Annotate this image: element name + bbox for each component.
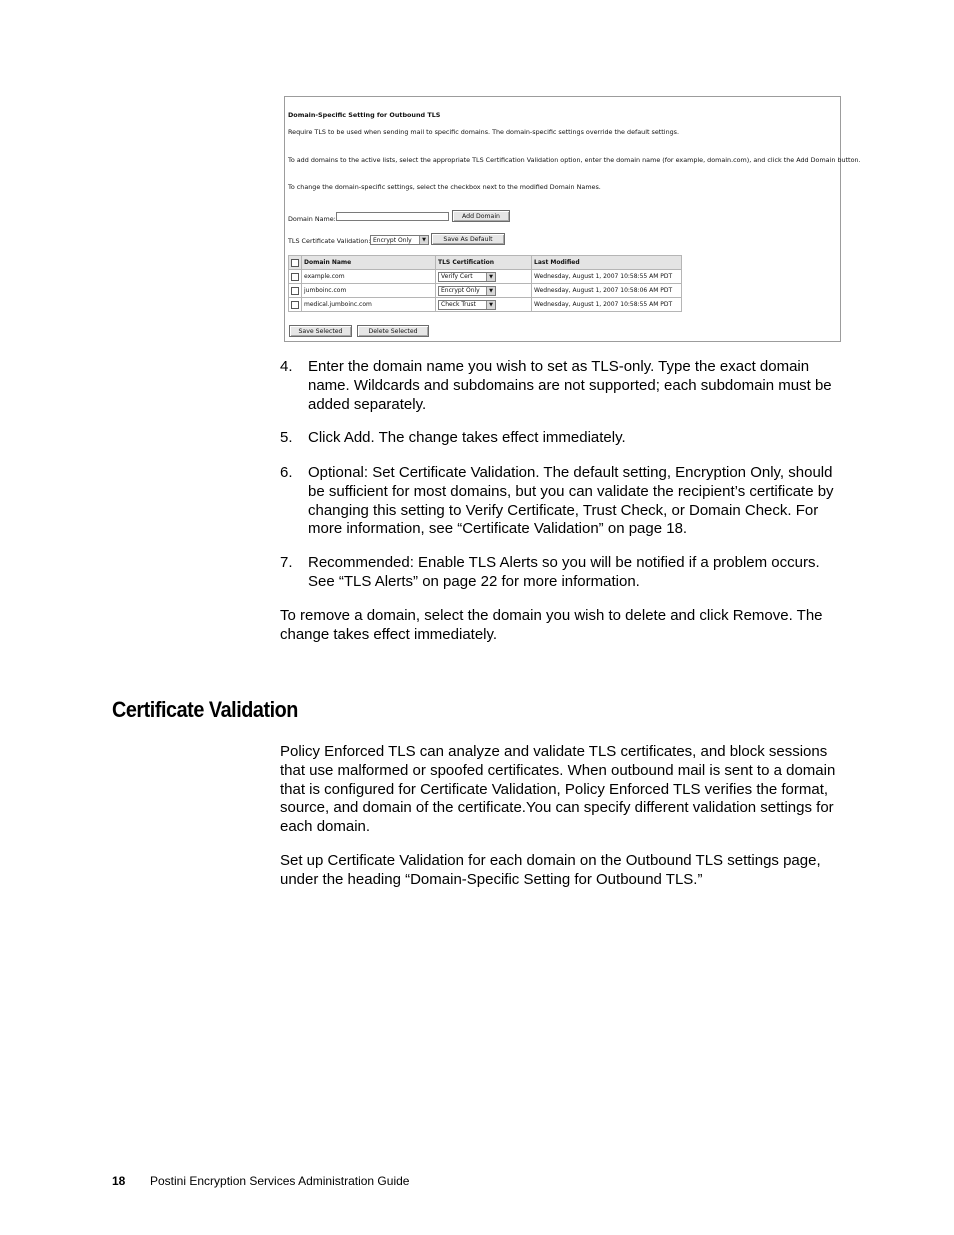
delete-selected-button[interactable]: Delete Selected <box>357 325 429 337</box>
tls-row-select[interactable] <box>438 300 496 310</box>
step-number: 4. <box>280 358 293 375</box>
page-number: 18 <box>112 1174 126 1188</box>
domain-table <box>288 255 682 312</box>
tls-row-value: Verify Cert <box>441 273 473 280</box>
add-domain-button[interactable]: Add Domain <box>452 210 510 222</box>
domain-cell: medical.jumboinc.com <box>302 298 436 312</box>
tls-row-value: Encrypt Only <box>441 287 480 294</box>
tls-validation-value: Encrypt Only <box>373 236 412 244</box>
panel-add-instructions: To add domains to the active lists, select the appropriate TLS Certification Validation option, enter the domain name (for example, domain.com), and click the Add Domain button. <box>288 156 861 164</box>
panel-title: Domain-Specific Setting for Outbound TLS <box>288 111 441 119</box>
remove-domain-paragraph: To remove a domain, select the domain you wish to delete and click Remove. The change takes effect immediately. <box>280 607 823 643</box>
footer-title: Postini Encryption Services Administration Guide <box>150 1174 410 1188</box>
step-number: 5. <box>280 429 293 446</box>
chevron-down-icon: ▼ <box>486 273 495 281</box>
section-paragraph-1: Policy Enforced TLS can analyze and validate TLS certificates, and block sessions that use malformed or spoofed certificates. When outbound mail is sent to a domain that is configured for Certificate Validation, Policy Enforced TLS verifies the format, source, and domain of the certificate.You can specify different validation settings for each domain. <box>280 743 836 836</box>
step-number: 6. <box>280 464 293 481</box>
section-paragraph-2: Set up Certificate Validation for each domain on the Outbound TLS settings page, under the heading “Domain-Specific Setting for Outbound TLS.” <box>280 852 821 888</box>
domain-cell: jumboinc.com <box>302 284 436 298</box>
panel-change-instructions: To change the domain-specific settings, select the checkbox next to the modified Domain Names. <box>288 183 601 191</box>
chevron-down-icon: ▼ <box>486 301 495 309</box>
table-row <box>289 298 682 312</box>
table-header-row <box>289 256 682 270</box>
row-checkbox[interactable] <box>291 273 299 281</box>
step-item <box>280 429 845 448</box>
step-text: Recommended: Enable TLS Alerts so you will be notified if a problem occurs. See “TLS Alerts” on page 22 for more information. <box>308 554 820 590</box>
outbound-tls-screenshot <box>284 96 861 342</box>
tls-validation-select[interactable] <box>370 235 429 245</box>
step-number: 7. <box>280 554 293 571</box>
select-all-cell <box>289 256 302 270</box>
table-row <box>289 270 682 284</box>
step-item <box>280 464 845 539</box>
step-item <box>280 358 845 414</box>
column-header[interactable]: Last Modified <box>532 256 682 270</box>
tls-row-select[interactable] <box>438 286 496 296</box>
step-text: Enter the domain name you wish to set as TLS-only. Type the exact domain name. Wildcards and subdomains are not supported; each subdomain must be added separately. <box>308 358 832 413</box>
domain-cell: example.com <box>302 270 436 284</box>
step-item <box>280 554 845 592</box>
column-header[interactable]: TLS Certification <box>436 256 532 270</box>
tls-row-select[interactable] <box>438 272 496 282</box>
table-row <box>289 284 682 298</box>
step-text: Click Add. The change takes effect immediately. <box>308 429 626 446</box>
section-heading: Certificate Validation <box>112 697 298 722</box>
domain-name-label: Domain Name: <box>288 215 336 223</box>
modified-cell: Wednesday, August 1, 2007 10:58:55 AM PDT <box>532 298 682 312</box>
row-checkbox[interactable] <box>291 301 299 309</box>
modified-cell: Wednesday, August 1, 2007 10:58:06 AM PDT <box>532 284 682 298</box>
chevron-down-icon: ▼ <box>486 287 495 295</box>
save-selected-button[interactable]: Save Selected <box>289 325 352 337</box>
tls-validation-label: TLS Certificate Validation: <box>288 237 371 245</box>
select-all-checkbox[interactable] <box>291 259 299 267</box>
domain-name-input[interactable] <box>336 212 449 221</box>
panel-description: Require TLS to be used when sending mail to specific domains. The domain-specific settings override the default settings. <box>288 128 680 136</box>
tls-row-value: Check Trust <box>441 301 476 308</box>
chevron-down-icon: ▼ <box>419 236 428 244</box>
modified-cell: Wednesday, August 1, 2007 10:58:55 AM PDT <box>532 270 682 284</box>
column-header[interactable]: Domain Name <box>302 256 436 270</box>
row-checkbox[interactable] <box>291 287 299 295</box>
step-text: Optional: Set Certificate Validation. The default setting, Encryption Only, should be sufficient for most domains, but you can validate the recipient’s certificate by changing this setting to Verify Certificate, Trust Check, or Domain Check. For more information, see “Certificate Validation” on page 18. <box>308 464 834 538</box>
save-as-default-button[interactable]: Save As Default <box>431 233 505 245</box>
